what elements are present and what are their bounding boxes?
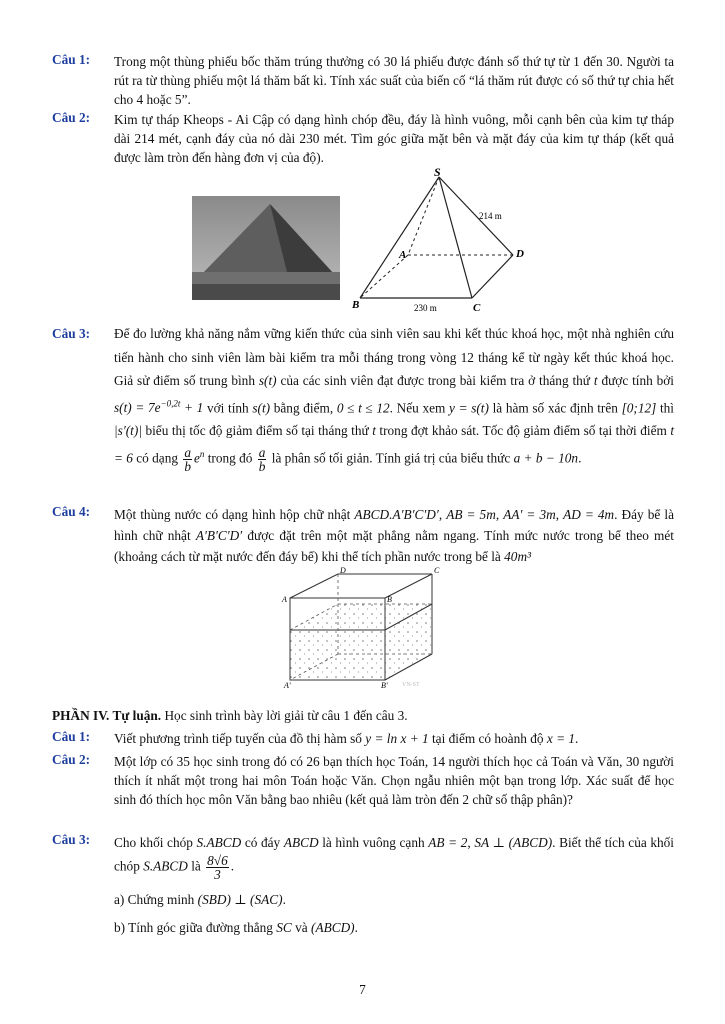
text-run: trong đó bbox=[207, 450, 253, 466]
text-run: . Biết thể tích của khối chóp bbox=[114, 835, 675, 874]
question-3 bbox=[52, 322, 674, 473]
formula-plus: + 1 bbox=[184, 399, 204, 415]
formula-base: s(t) = 7e bbox=[114, 399, 161, 415]
text-run: tại điểm có hoành độ bbox=[431, 731, 544, 746]
essay-question-2 bbox=[52, 752, 674, 809]
formula bbox=[114, 400, 203, 415]
vertex-d-label: D bbox=[516, 248, 524, 260]
question-label: Câu 1: bbox=[52, 52, 91, 67]
numerator: a bbox=[258, 444, 266, 460]
math-range: 0 ≤ t ≤ 12 bbox=[336, 399, 390, 415]
question-text: Một thùng nước có dạng hình hộp chữ nhật ABCD.A′B′C′D′, AB = 5m, AA′ = 3m, AD = 4m. Đáy bể là hình chữ nhật A′B′C′D′ được đặt trên một mặt phẳng nằm ngang. Tính mức nước trong bể theo mét (khoảng cách từ mặt nước đến đáy bể) khi thể tích phần nước trong bể là 40m³ bbox=[114, 507, 675, 564]
math-t: t bbox=[593, 373, 598, 388]
math-sabcd: S.ABCD bbox=[196, 835, 242, 850]
vertex-c-label: C bbox=[473, 302, 481, 313]
watermark: VN-ST bbox=[402, 682, 420, 688]
math-volume: 40m³ bbox=[504, 549, 532, 564]
text-run: . bbox=[230, 858, 235, 874]
text-run: Một thùng nước có dạng hình hộp chữ nhật bbox=[114, 507, 351, 522]
section-intro: Học sinh trình bày lời giải từ câu 1 đến câu 3. bbox=[164, 708, 408, 723]
math-yst: y = s(t) bbox=[449, 399, 489, 415]
text-run: thì bbox=[659, 399, 675, 415]
denominator: b bbox=[258, 458, 266, 474]
text-run: là phân số tối giản. Tính giá trị của biểu thức bbox=[271, 450, 511, 466]
math-exponent-n: n bbox=[199, 448, 205, 459]
math-base: A′B′C′D′ bbox=[195, 528, 243, 543]
text-run: được tính bởi bbox=[601, 373, 674, 388]
question-text bbox=[114, 322, 674, 473]
math-box: ABCD.A′B′C′D′ bbox=[354, 507, 439, 522]
text-run: b) Tính góc giữa đường thẳng bbox=[114, 920, 273, 935]
water-tank-diagram bbox=[280, 566, 450, 690]
text-run: biểu thị tốc độ giảm điểm số tại tháng thứ bbox=[145, 423, 369, 439]
math-sa: SA ⊥ (ABCD) bbox=[474, 835, 553, 850]
question-text bbox=[114, 729, 674, 748]
vertex-a1-label: A' bbox=[284, 681, 291, 690]
question-text: Trong một thùng phiếu bốc thăm trúng thưởng có 30 lá phiếu được đánh số thứ tự từ 1 đến 30. Người ta rút ra từ thùng phiếu một lá thăm bất kì. Tính xác suất của biến cố “lá thăm rút được có số thứ tự chia hết cho 4 hoặc 5”. bbox=[114, 54, 674, 107]
text-run: bằng điểm, bbox=[273, 399, 334, 415]
text-run: . bbox=[575, 731, 579, 746]
pyramid-diagram bbox=[348, 165, 538, 313]
math-t6: t = 6 bbox=[114, 423, 675, 466]
text-run: và bbox=[295, 920, 308, 935]
vertex-b-label: B bbox=[387, 595, 392, 604]
subquestion-a: a) Chứng minh (SBD) ⊥ (SAC). bbox=[114, 892, 286, 907]
text-run: . Đáy bể là hình chữ nhật bbox=[114, 507, 674, 543]
vertex-b-label: B bbox=[352, 299, 360, 311]
essay-question-1 bbox=[52, 729, 674, 748]
math-domain: [0;12] bbox=[621, 399, 657, 415]
text-run: trong đợt khảo sát. Tốc độ giảm điểm số tại thời điểm bbox=[379, 423, 667, 439]
vertex-c-label: C bbox=[434, 566, 440, 575]
question-label: Câu 1: bbox=[52, 729, 91, 744]
question-2 bbox=[52, 110, 674, 167]
side-length-label: 214 m bbox=[479, 211, 502, 221]
math-expression: a + b − 10n bbox=[513, 450, 579, 466]
numerator: 8√6 bbox=[207, 853, 228, 868]
vertex-a-label: A bbox=[399, 249, 407, 261]
math-ad: AD = 4m bbox=[563, 507, 615, 522]
text-run: . bbox=[578, 450, 582, 466]
math-derivative: |s′(t)| bbox=[114, 423, 142, 439]
text-run: của các sinh viên đạt được trong bài kiểm tra ở tháng thứ bbox=[280, 373, 591, 388]
math-function: y = ln x + 1 bbox=[365, 731, 429, 746]
text-run: là hình vuông cạnh bbox=[322, 835, 425, 850]
denominator: b bbox=[184, 458, 191, 474]
text-run: là bbox=[191, 858, 201, 874]
question-label: Câu 3: bbox=[52, 326, 91, 341]
denominator: 3 bbox=[214, 867, 221, 882]
math-st: s(t) bbox=[258, 373, 277, 388]
part-4-heading bbox=[52, 708, 674, 724]
question-4 bbox=[52, 504, 674, 567]
question-label: Câu 2: bbox=[52, 752, 91, 767]
question-text: Kim tự tháp Kheops - Ai Cập có dạng hình chóp đều, đáy là hình vuông, mỗi cạnh bên của kim tự tháp dài 214 mét, cạnh đáy của nó dài 230 mét. Tìm góc giữa mặt bên và mặt đáy của kim tự tháp (kết quả được làm tròn đến hàng đơn vị của độ). bbox=[114, 112, 674, 165]
text-run: Để đo lường khả năng nắm vững kiến thức của sinh viên sau khi kết thúc khoá học, một nhà nghiên cứu tiến hành cho sinh viên làm bài kiểm tra mỗi tháng trong vòng 12 tháng kể từ ngày kết thúc khoá học. Giả sử điểm số trung bình bbox=[114, 326, 674, 388]
vertex-a-label: A bbox=[282, 595, 287, 604]
text-run: a) Chứng minh bbox=[114, 892, 195, 907]
question-text: Một lớp có 35 học sinh trong đó có 26 bạn thích học Toán, 14 người thích học cả Toán và Văn, 30 người thích ít nhất một trong hai môn Toán hoặc Văn. Chọn ngẫu nhiên một bạn trong lớp. Xác suất để học sinh đó thích học môn Văn bằng bao nhiêu (kết quả làm tròn đến 2 chữ số thập phân)? bbox=[114, 754, 674, 807]
text-run: Viết phương trình tiếp tuyến của đồ thị hàm số bbox=[114, 731, 362, 746]
math-x: x = 1 bbox=[546, 731, 576, 746]
math-e: e bbox=[194, 450, 200, 466]
text-run: . Nếu xem bbox=[389, 399, 446, 415]
base-length-label: 230 m bbox=[414, 303, 437, 313]
volume-fraction bbox=[206, 854, 229, 881]
math-t: t bbox=[372, 423, 376, 439]
question-1 bbox=[52, 52, 674, 109]
math-aa: AA′ = 3m bbox=[503, 507, 556, 522]
fraction-a-b bbox=[183, 446, 192, 473]
math-expression: (SBD) ⊥ (SAC) bbox=[197, 892, 283, 907]
section-title: PHẦN IV. Tự luận. bbox=[52, 708, 162, 723]
text-run: được đặt trên một mặt phẳng nằm ngang. Tính mức nước trong bể theo mét (khoảng cách từ mặt nước đến đáy bể) khi thể tích phần nước trong bể là bbox=[114, 528, 675, 564]
question-label: Câu 3: bbox=[52, 832, 91, 847]
subquestion-b: b) Tính góc giữa đường thẳng SC và (ABCD). bbox=[114, 920, 358, 935]
math-ab: AB = 2 bbox=[428, 835, 468, 850]
question-text: Cho khối chóp S.ABCD có đáy ABCD là hình vuông cạnh AB = 2, SA ⊥ (ABCD). Biết thể tích của khối chóp S.ABCD là $\frac{8√6}{3}$ . a) Chứng minh (SBD) ⊥ (SAC). b) Tính góc giữa đường thẳng SC và (ABCD). bbox=[114, 832, 674, 939]
pyramid-photo bbox=[192, 196, 340, 300]
question-label: Câu 2: bbox=[52, 110, 91, 125]
text-run: Cho khối chóp bbox=[114, 835, 193, 850]
fraction-a-b bbox=[258, 446, 267, 473]
math-sc: SC bbox=[276, 920, 292, 935]
text-run: là hàm số xác định trên bbox=[492, 399, 618, 415]
math-st: s(t) bbox=[252, 399, 271, 415]
text-run: có dạng bbox=[136, 450, 179, 466]
math-abcd: ABCD bbox=[283, 835, 319, 850]
numerator: a bbox=[184, 444, 191, 460]
vertex-s-label: S bbox=[434, 165, 441, 179]
question-label: Câu 4: bbox=[52, 504, 91, 519]
math-sabcd: S.ABCD bbox=[143, 858, 188, 874]
math-ab: AB = 5m bbox=[446, 507, 496, 522]
vertex-b1-label: B' bbox=[381, 681, 388, 690]
text-run: có đáy bbox=[244, 835, 281, 850]
math-expression: (ABCD) bbox=[311, 920, 355, 935]
page-number: 7 bbox=[359, 982, 366, 997]
essay-question-3 bbox=[52, 832, 674, 939]
vertex-d-label: D bbox=[340, 566, 346, 575]
formula-exponent: −0,2t bbox=[160, 398, 181, 409]
text-run: với tính bbox=[206, 399, 249, 415]
